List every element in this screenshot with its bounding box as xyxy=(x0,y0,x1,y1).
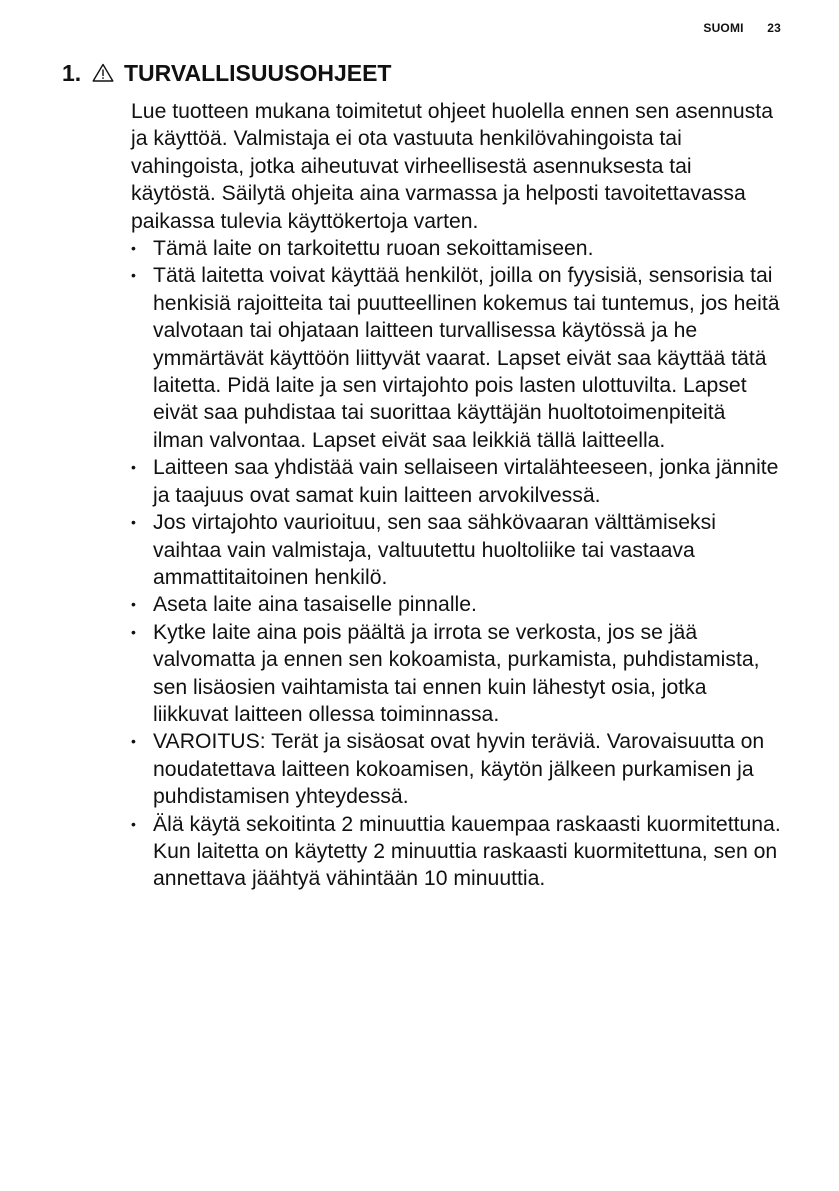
intro-paragraph: Lue tuotteen mukana toimitetut ohjeet huolella ennen sen asennusta ja käyttöä. Valmistaja ei ota vastuuta henkilövahingoista tai vahingoista, jotka aiheutuvat virheellisestä asennuksesta tai käytöstä. Säilytä ohjeita aina varmassa ja helposti tavoitettavassa paikassa tulevia käyttökertoja varten. xyxy=(131,100,773,233)
list-item-text: VAROITUS: Terät ja sisäosat ovat hyvin teräviä. Varovaisuutta on noudatettava laitteen kokoamisen, käytön jälkeen purkamisen ja puhdistamisen yhteydessä. xyxy=(153,730,765,809)
list-item-text: Kytke laite aina pois päältä ja irrota se verkosta, jos se jää valvomatta ja ennen sen kokoamista, purkamista, puhdistamista, sen lisäosien vaihtamista tai ennen kuin lähestyt osia, jotka liikkuvat laitteen ollessa toiminnassa. xyxy=(153,620,760,726)
warning-triangle-icon xyxy=(92,61,114,88)
bullet-marker: • xyxy=(131,596,136,613)
list-item xyxy=(131,728,781,810)
safety-list xyxy=(131,235,781,893)
list-item xyxy=(131,235,781,262)
list-item xyxy=(131,591,781,618)
section-title xyxy=(62,60,391,88)
list-item-text: Tämä laite on tarkoitettu ruoan sekoittamiseen. xyxy=(153,237,594,261)
bullet-marker: • xyxy=(131,623,136,640)
bullet-marker: • xyxy=(131,267,136,284)
list-item-text: Jos virtajohto vaurioituu, sen saa sähkövaaran välttämiseksi vaihtaa vain valmistaja, valtuutettu huoltoliike tai vastaava ammattitaitoinen henkilö. xyxy=(153,511,716,589)
page-number: 23 xyxy=(767,21,781,35)
bullet-marker: • xyxy=(131,514,136,531)
safety-instructions xyxy=(131,98,781,893)
bullet-marker: • xyxy=(131,240,136,257)
list-item xyxy=(131,811,781,893)
language-label: SUOMI xyxy=(703,21,744,35)
list-item-text: Älä käytä sekoitinta 2 minuuttia kauempaa raskaasti kuormitettuna. Kun laitetta on käytetty 2 minuuttia raskaasti kuormitettuna, sen on annettava jäähtyä vähintään 10 minuuttia. xyxy=(153,812,781,891)
list-item xyxy=(131,619,781,729)
list-item-text: Tätä laitetta voivat käyttää henkilöt, joilla on fyysisiä, sensorisia tai henkisiä rajoitteita tai puutteellinen kokemus tai tuntemus, jos heitä valvotaan tai ohjataan laitteen turvallisessa käytössä ja he ymmärtävät käyttöön liittyvät vaarat. Lapset eivät saa käyttää tätä laitetta. Pidä laite ja sen virtajohto pois lasten ulottuvilta. Lapset eivät saa puhdistaa tai suorittaa käyttäjän huoltotoimenpiteitä ilman valvontaa. Lapset eivät saa leikkiä tällä laitteella. xyxy=(153,264,780,452)
list-item-text: Laitteen saa yhdistää vain sellaiseen virtalähteeseen, jonka jännite ja taajuus ovat samat kuin laitteen arvokilvessä. xyxy=(153,456,779,507)
page-header xyxy=(703,21,781,35)
list-item-text: Aseta laite aina tasaiselle pinnalle. xyxy=(153,593,477,617)
list-item xyxy=(131,262,781,454)
list-item xyxy=(131,509,781,591)
list-item xyxy=(131,454,781,509)
section-number: 1. xyxy=(62,60,82,86)
bullet-marker: • xyxy=(131,815,136,832)
bullet-marker: • xyxy=(131,459,136,476)
section-title-text: TURVALLISUUSOHJEET xyxy=(123,60,392,86)
bullet-marker: • xyxy=(131,733,136,750)
